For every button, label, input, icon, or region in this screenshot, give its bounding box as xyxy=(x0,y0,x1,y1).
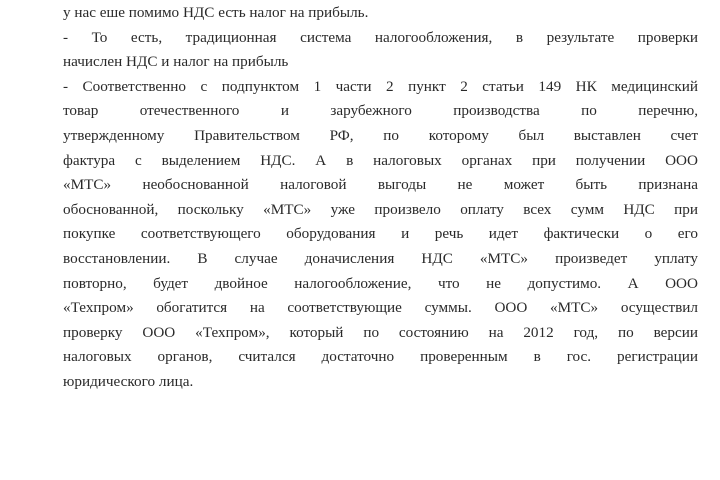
text-line: налоговых органов, считался достаточно проверенным в гос. регистрации xyxy=(63,348,698,366)
text-line: обоснованной, поскольку «МТС» уже произвело оплату всех сумм НДС при xyxy=(63,200,698,218)
text-line: товар отечественного и зарубежного производства по перечню, xyxy=(63,102,698,120)
text-line: фактура с выделением НДС. А в налоговых органах при получении ООО xyxy=(63,151,698,169)
text-line: юридического лица. xyxy=(63,372,194,390)
text-line: - То есть, традиционная система налогообложения, в результате проверки xyxy=(63,28,698,46)
text-line: покупке соответствующего оборудования и речь идет фактически о его xyxy=(63,225,698,243)
text-line: - Соответственно с подпунктом 1 части 2 пункт 2 статьи 149 НК медицинский xyxy=(63,77,698,95)
text-line: восстановлении. В случае доначисления НДС «МТС» произведет уплату xyxy=(63,249,698,267)
text-line: «МТС» необоснованной налоговой выгоды не может быть признана xyxy=(63,176,698,194)
text-line: начислен НДС и налог на прибыль xyxy=(63,53,289,71)
text-line: утвержденному Правительством РФ, по которому был выставлен счет xyxy=(63,126,698,144)
text-line: у нас еше помимо НДС есть налог на прибыль. xyxy=(63,4,369,21)
text-line: «Техпром» обогатится на соответствующие суммы. ООО «МТС» осуществил xyxy=(63,299,698,317)
text-line: проверку ООО «Техпром», который по состоянию на 2012 год, по версии xyxy=(63,323,698,341)
text-line: повторно, будет двойное налогообложение, что не допустимо. А ООО xyxy=(63,274,698,292)
document-text xyxy=(63,1,698,395)
